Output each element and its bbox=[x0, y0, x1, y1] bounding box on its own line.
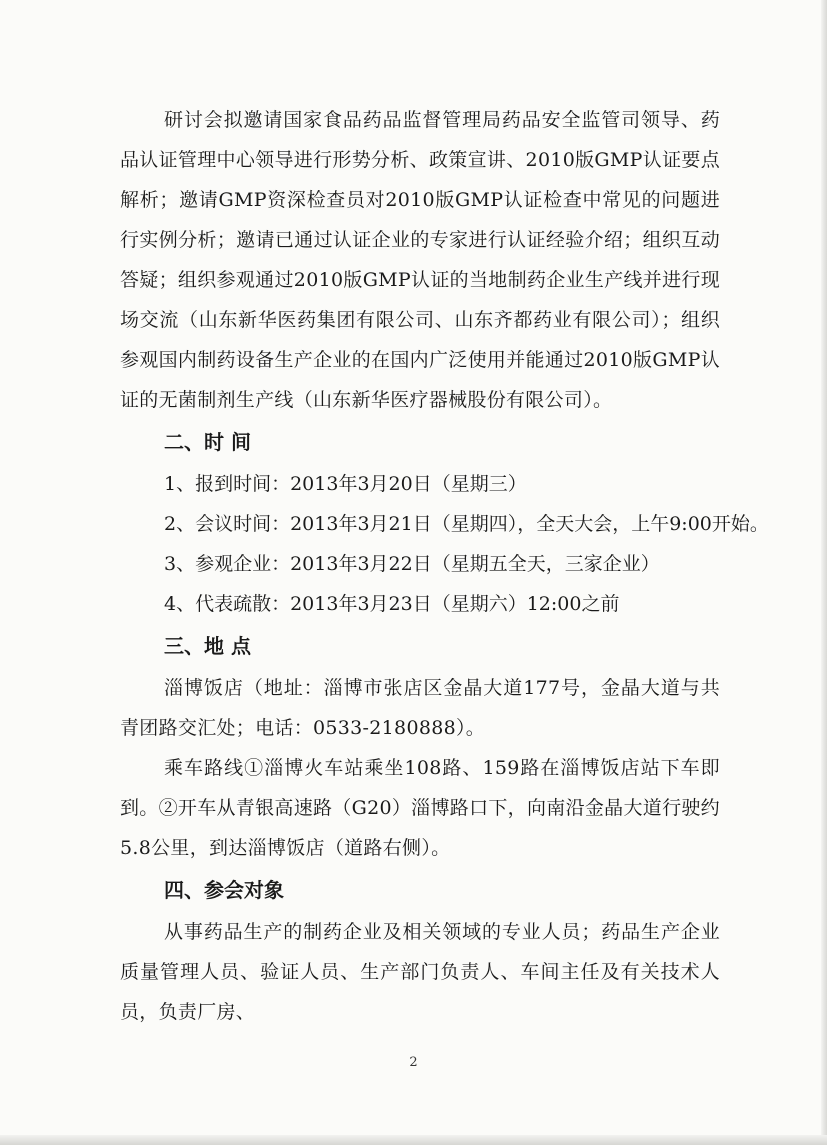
place-address: 淄博饭店（地址：淄博市张店区金晶大道177号，金晶大道与共青团路交汇处；电话：0533-2180888）。 bbox=[120, 677, 720, 739]
place-route: 乘车路线①淄博火车站乘坐108路、159路在淄博饭店站下车即到。②开车从青银高速路（G20）淄博路口下，向南沿金晶大道行驶约5.8公里，到达淄博饭店（道路右侧）。 bbox=[120, 757, 720, 859]
time-item-visit: 3、参观企业：2013年3月22日（星期五全天，三家企业） bbox=[164, 553, 660, 575]
page-number: 2 bbox=[409, 1055, 418, 1070]
time-item-meeting: 2、会议时间：2013年3月21日（星期四），全天大会，上午9:00开始。 bbox=[164, 513, 769, 535]
section-heading-time: 二、时 间 bbox=[164, 430, 251, 454]
intro-paragraph: 研讨会拟邀请国家食品药品监督管理局药品安全监管司领导、药品认证管理中心领导进行形势分析、政策宣讲、2010版GMP认证要点解析；邀请GMP资深检查员对2010版GMP认证检查中常见的问题进行实例分析；邀请已通过认证企业的专家进行认证经验介绍；组织互动答疑；组织参观通过2010版GMP认证的当地制药企业生产线并进行现场交流（山东新华医药集团有限公司、山东齐都药业有限公司）；组织参观国内制药设备生产企业的在国内广泛使用并能通过2010版GMP认证的无菌制剂生产线（山东新华医疗器械股份有限公司）。 bbox=[120, 109, 720, 411]
attendees-text: 从事药品生产的制药企业及相关领域的专业人员；药品生产企业质量管理人员、验证人员、生产部门负责人、车间主任及有关技术人员，负责厂房、 bbox=[120, 921, 720, 1023]
section-heading-attendees: 四、参会对象 bbox=[164, 878, 284, 902]
scan-edge-right bbox=[821, 0, 827, 1145]
scan-edge-bottom bbox=[0, 1135, 827, 1145]
section-heading-place: 三、地 点 bbox=[164, 634, 251, 658]
document-body bbox=[120, 100, 769, 1032]
time-item-departure: 4、代表疏散：2013年3月23日（星期六）12:00之前 bbox=[164, 593, 620, 615]
time-item-registration: 1、报到时间：2013年3月20日（星期三） bbox=[164, 473, 527, 495]
